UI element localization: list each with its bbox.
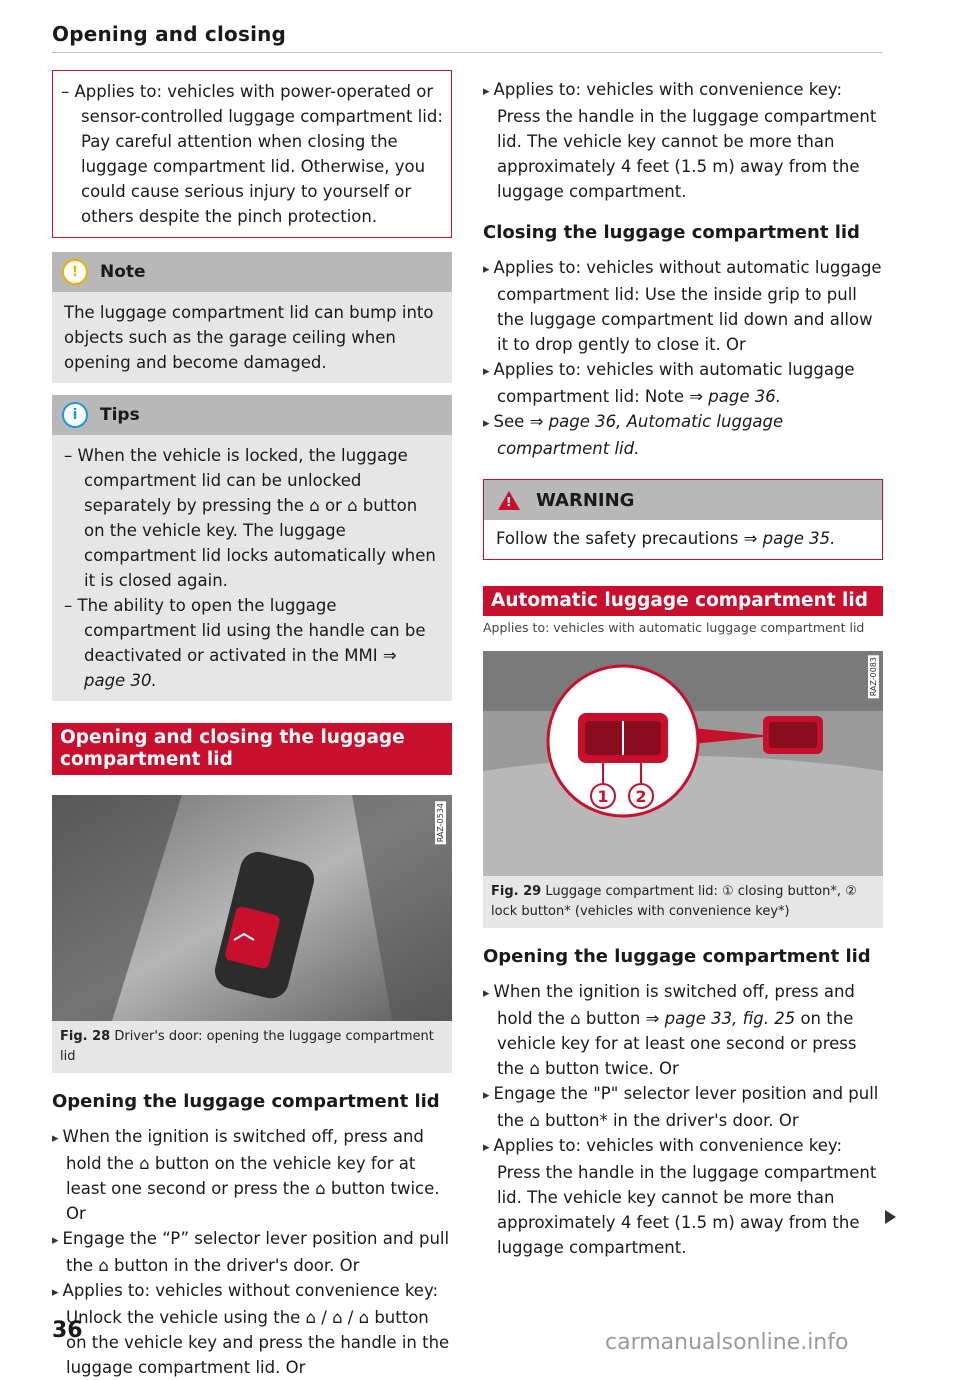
- callout-2: 2: [635, 787, 647, 806]
- figure-label: Fig. 29: [491, 884, 542, 899]
- exclamation-icon: !: [62, 259, 88, 285]
- note-title: Note: [100, 262, 146, 282]
- figure-label: Fig. 28: [60, 1029, 111, 1044]
- warning-continuation-box: [52, 70, 452, 238]
- warning-title: WARNING: [536, 489, 635, 511]
- section-heading: Closing the luggage compartment lid: [483, 222, 860, 243]
- figure-caption: [52, 1021, 452, 1073]
- figure-code: RAZ-0083: [869, 657, 878, 697]
- bullet-item: [483, 409, 883, 461]
- section-title: Automatic luggage compartment lid: [483, 586, 883, 616]
- page-number: 36: [52, 1318, 83, 1343]
- tips-box: [52, 395, 452, 701]
- figure-28: [52, 795, 452, 1073]
- page-ref-link[interactable]: ⇒ page 30.: [84, 646, 397, 690]
- bullet-text: on the vehicle key for at least one second or press the ⌂ button twice. Or: [497, 1009, 857, 1078]
- page-title: Opening and closing: [52, 22, 287, 46]
- bullet-item: ▸ Applies to: vehicles with convenience key: Press the handle in the luggage compartment lid. The vehicle key cannot be more than approximately 4 feet (1.5 m) away from the luggage compartment.: [483, 77, 883, 204]
- bullet-item: [483, 979, 883, 1081]
- page-header: [52, 22, 882, 53]
- warning-box: [483, 479, 883, 560]
- warning-triangle-icon: !: [498, 491, 520, 510]
- bullet-item: ▸ Applies to: vehicles with convenience key: Press the handle in the luggage compartment lid. The vehicle key cannot be more than approximately 4 feet (1.5 m) away from the luggage compartment.: [483, 1133, 883, 1260]
- page-ref-link[interactable]: ⇒ page 33, fig. 25: [645, 1009, 796, 1028]
- trunk-lid-illustration: [483, 651, 883, 876]
- bullet-item: ▸ When the ignition is switched off, press and hold the ⌂ button on the vehicle key for at least one second or press the ⌂ button twice. Or: [52, 1124, 452, 1226]
- figure-caption-text: Luggage compartment lid: ① closing button*, ② lock button* (vehicles with convenience key*): [491, 884, 857, 919]
- section-title: Opening and closing the luggage compartment lid: [52, 723, 452, 775]
- warning-item: – Applies to: vehicles with power-operated or sensor-controlled luggage compartment lid: Pay careful attention when closing the luggage compartment lid. Otherwise, you could cause serious injury to yourself or others despite the pinch protection.: [61, 82, 443, 226]
- note-body: The luggage compartment lid can bump into objects such as the garage ceiling when opening and become damaged.: [64, 303, 434, 372]
- page-ref-link[interactable]: ⇒ page 35.: [743, 529, 836, 548]
- bullet-text: See: [493, 412, 530, 431]
- continue-arrow-icon: [885, 1210, 896, 1224]
- watermark: carmanualsonline.info: [605, 1330, 849, 1355]
- figure-caption-text: Driver's door: opening the luggage compartment lid: [60, 1029, 434, 1064]
- info-icon: i: [62, 402, 88, 428]
- right-column: [483, 77, 883, 1260]
- bullet-item: ▸ Applies to: vehicles without automatic luggage compartment lid: Use the inside grip to pull the luggage compartment lid down and allow it to drop gently to close it. Or: [483, 255, 883, 357]
- bullet-text: When the ignition is switched off, press and hold the ⌂ button: [493, 982, 855, 1028]
- figure-code: RAZ-0534: [436, 803, 445, 843]
- bullet-item: ▸ Engage the “P” selector lever position and pull the ⌂ button in the driver's door. Or: [52, 1226, 452, 1278]
- bullet-text: Applies to: vehicles with automatic luggage compartment lid: Note: [493, 360, 855, 406]
- applies-to-text: Applies to: vehicles with automatic luggage compartment lid: [483, 620, 865, 635]
- tips-item-1: – When the vehicle is locked, the luggage compartment lid can be unlocked separately by pressing the ⌂ or ⌂ button on the vehicle key. The luggage compartment lid locks automatically when it is closed again.: [64, 446, 436, 590]
- page-ref-link[interactable]: ⇒ page 36.: [689, 387, 781, 406]
- page-ref-link[interactable]: ⇒ page 36, Automatic luggage compartment lid.: [497, 412, 784, 458]
- section-heading: Opening the luggage compartment lid: [52, 1091, 440, 1112]
- note-box: [52, 252, 452, 383]
- note-header: [52, 252, 452, 292]
- tips-title: Tips: [100, 405, 140, 425]
- door-handle-illustration: [52, 795, 452, 1021]
- warning-body-text: Follow the safety precautions: [496, 529, 744, 548]
- bullet-item: [483, 357, 883, 409]
- warning-header: [484, 480, 882, 520]
- bullet-item: ▸ Applies to: vehicles without convenience key: Unlock the vehicle using the ⌂ / ⌂ / ⌂ button on the vehicle key and press the handle in the luggage compartment lid. Or: [52, 1278, 452, 1380]
- figure-caption: [483, 876, 883, 928]
- figure-29: [483, 651, 883, 928]
- tips-item-2: [64, 593, 442, 693]
- left-column: [52, 70, 452, 1380]
- section-heading: Opening the luggage compartment lid: [483, 946, 871, 967]
- tips-header: [52, 395, 452, 435]
- callout-1: 1: [597, 787, 609, 806]
- tips-item-2-text: – The ability to open the luggage compartment lid using the handle can be deactivated or activated in the MMI: [64, 596, 426, 665]
- bullet-item: ▸ Engage the "P" selector lever position and pull the ⌂ button* in the driver's door. Or: [483, 1081, 883, 1133]
- warning-body: [496, 526, 870, 551]
